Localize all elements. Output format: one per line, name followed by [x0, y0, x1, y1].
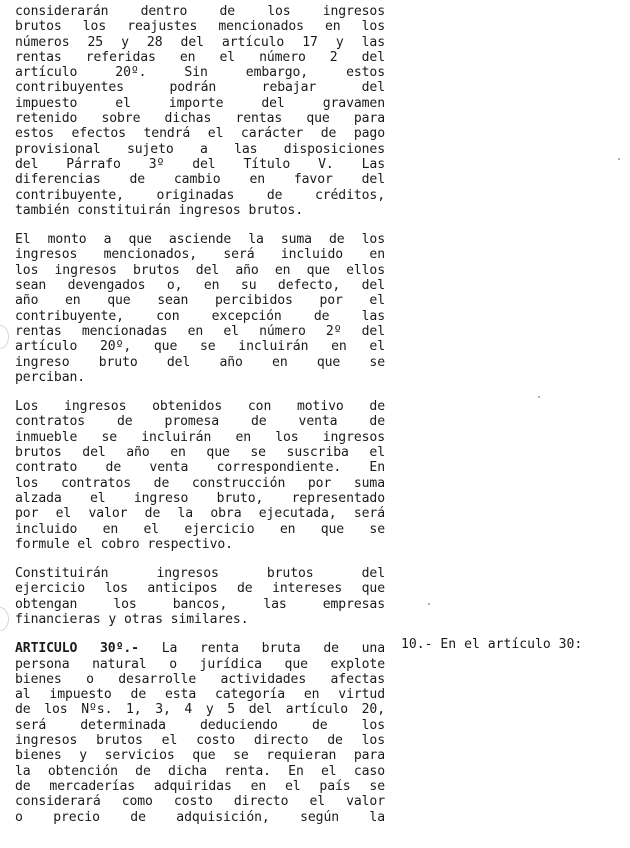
text-line: del Párrafo 3º del Título V. Las — [15, 156, 385, 172]
text-line: artículo 20º, que se incluirán en el — [15, 339, 385, 355]
text-line: considerará como costo directo el valor — [15, 794, 385, 810]
text-line: estos efectos tendrá el carácter de pago — [15, 126, 385, 142]
text-line: financieras y otras similares. — [15, 611, 249, 627]
text-line: Los ingresos obtenidos con motivo de — [15, 399, 385, 415]
text-line: bienes y servicios que se requieran para — [15, 748, 385, 764]
text-line: la obtención de dicha renta. En el caso — [15, 763, 385, 779]
text-line: contrato de venta correspondiente. En — [15, 460, 385, 476]
text-line: también constituirán ingresos brutos. — [15, 202, 303, 218]
paragraph — [15, 232, 385, 385]
text-line: bienes o desarrolle actividades afectas — [15, 671, 385, 687]
article-heading: ARTICULO 30º.- — [15, 641, 139, 657]
scan-speck — [538, 396, 540, 398]
text-line: brutos los reajustes mencionados en los — [15, 19, 385, 35]
text-line — [15, 641, 385, 656]
punch-hole-mark — [0, 607, 9, 631]
text-line: incluido en el ejercicio en que se — [15, 521, 385, 537]
text-line: impuesto el importe del gravamen — [15, 95, 385, 111]
text-line: perciban. — [15, 369, 86, 385]
text-line: ingresos brutos el costo directo de los — [15, 733, 385, 749]
text-line: retenido sobre dichas rentas que para — [15, 111, 385, 127]
text-line: contratos de promesa de venta de — [15, 414, 385, 430]
text-line: artículo 20º. Sin embargo, estos — [15, 65, 385, 81]
paragraph — [15, 641, 385, 825]
text-line: ingreso bruto del año en que se — [15, 354, 385, 370]
text-line: contribuyente, originadas de créditos, — [15, 187, 385, 203]
text-line: al impuesto de esta categoría en virtud — [15, 687, 385, 703]
text-line: será determinada deduciendo de los — [15, 717, 385, 733]
text-line: formule el cobro respectivo. — [15, 536, 233, 552]
text-line: de mercaderías adquiridas en el país se — [15, 778, 385, 794]
scan-speck — [618, 158, 620, 160]
text-line: números 25 y 28 del artículo 17 y las — [15, 34, 385, 50]
text-line: considerarán dentro de los ingresos — [15, 4, 385, 19]
text-line: alzada el ingreso bruto, representado — [15, 490, 385, 506]
paragraph — [15, 566, 385, 627]
text-line: los ingresos brutos del año en que ellos — [15, 262, 385, 278]
text-line: rentas referidas en el número 2 del — [15, 49, 385, 65]
text-line: brutos del año en que se suscriba el — [15, 445, 385, 461]
text-line: Constituirán ingresos brutos del — [15, 566, 385, 582]
text-line: de los Nºs. 1, 3, 4 y 5 del artículo 20, — [15, 702, 385, 718]
paragraph — [15, 399, 385, 552]
main-text-column — [15, 4, 385, 839]
text-line: contribuyentes podrán rebajar del — [15, 80, 385, 96]
text-line: diferencias de cambio en favor del — [15, 172, 385, 188]
paragraph — [15, 4, 385, 218]
punch-hole-mark — [0, 325, 9, 349]
text-line: rentas mencionadas en el número 2º del — [15, 323, 385, 339]
text-line: año en que sean percibidos por el — [15, 293, 385, 309]
text-line: obtengan los bancos, las empresas — [15, 596, 385, 612]
text-line: los contratos de construcción por suma — [15, 475, 385, 491]
text-line: contribuyente, con excepción de las — [15, 308, 385, 324]
text-line: sean devengados o, en su defecto, del — [15, 278, 385, 294]
text-line: El monto a que asciende la suma de los — [15, 232, 385, 248]
text-fragment: La renta bruta de una — [161, 641, 385, 657]
text-line: por el valor de la obra ejecutada, será — [15, 506, 385, 522]
scan-speck — [428, 603, 430, 605]
text-line: provisional sujeto a las disposiciones — [15, 141, 385, 157]
text-line: ejercicio los anticipos de intereses que — [15, 581, 385, 597]
text-line: inmueble se incluirán en los ingresos — [15, 429, 385, 445]
text-line: persona natural o jurídica que explote — [15, 656, 385, 672]
text-line: o precio de adquisición, según la — [15, 809, 385, 825]
margin-note: 10.- En el artículo 30: — [401, 637, 583, 652]
text-line: ingresos mencionados, será incluido en — [15, 247, 385, 263]
